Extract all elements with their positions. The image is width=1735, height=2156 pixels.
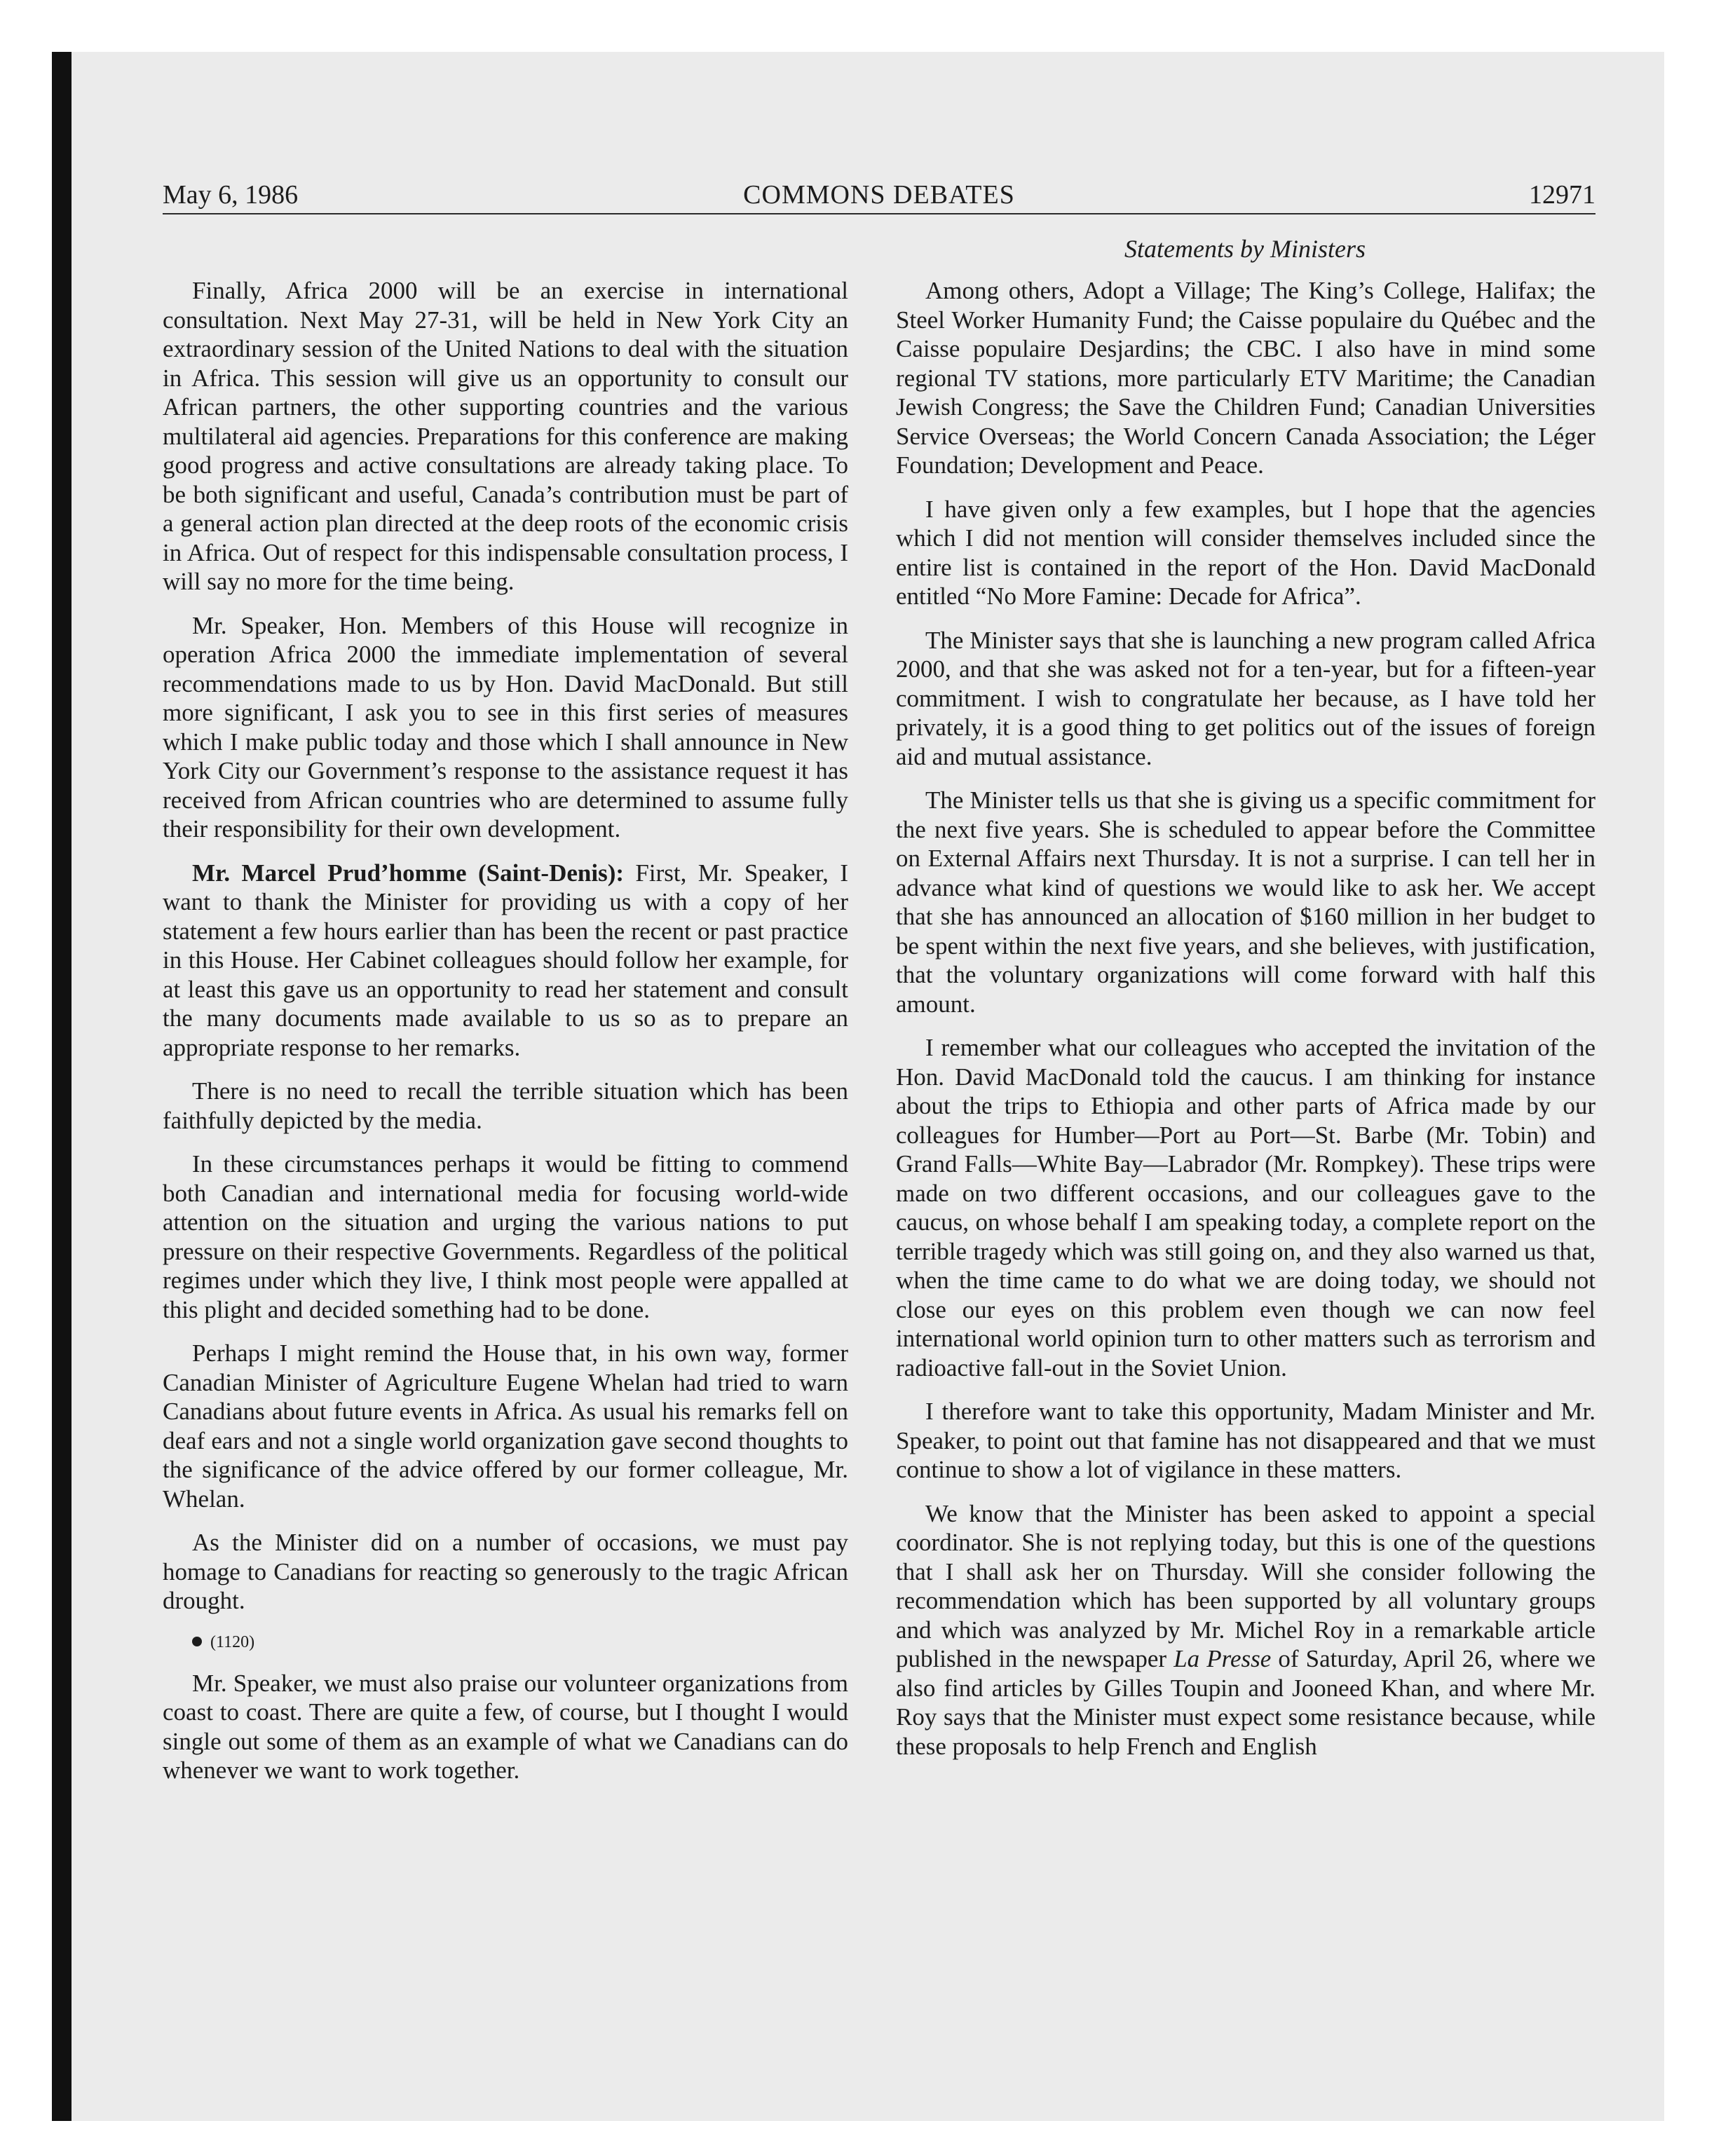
paragraph: In these circumstances perhaps it would be fitting to commend both Canadian and international media for focusing world-wide attention on the situation and urging the various nations to put pressure on their respective Governments. Regardless of the political regimes under which they live, I think most people were appalled at this plight and decided something had to be done. bbox=[163, 1150, 848, 1323]
paragraph: I therefore want to take this opportunity, Madam Minister and Mr. Speaker, to point out that famine has not disappeared and that we must continue to show a lot of vigilance in these matters. bbox=[896, 1398, 1595, 1483]
paragraph bbox=[896, 1499, 1595, 1761]
paragraph: Finally, Africa 2000 will be an exercise in international consultation. Next May 27-31, will be held in New York City an extraordinary session of the United Nations to deal with the situation in Africa. This session will give us an opportunity to consult our African partners, the other supporting countries and the various multilateral aid agencies. Preparations for this conference are making good progress and active consultations are already taking place. To be both significant and useful, Canada’s contribution must be part of a general action plan directed at the deep roots of the economic crisis in Africa. Out of respect for this indispensable consultation process, I will say no more for the time being. bbox=[163, 277, 848, 595]
time-marker bbox=[163, 1630, 848, 1654]
header-date: May 6, 1986 bbox=[163, 180, 299, 210]
paragraph: Among others, Adopt a Village; The King’s College, Halifax; the Steel Worker Humanity Fund; the Caisse populaire du Québec and the Caisse populaire Desjardins; the CBC. I also have in mind some regional TV stations, more particularly ETV Maritime; the Canadian Jewish Congress; the Save the Children Fund; Canadian Universities Service Overseas; the World Concern Canada Association; the Léger Foundation; Development and Peace. bbox=[896, 277, 1595, 479]
scan-binding-edge bbox=[52, 52, 72, 2121]
paragraph bbox=[163, 859, 848, 1063]
paragraph-text: of Saturday, April 26, where we also find articles by Gilles Toupin and Jooneed Khan, and where Mr. Roy says that the Minister must expect some resistance because, while these proposals to help French and English bbox=[896, 1645, 1595, 1760]
speech-text: First, Mr. Speaker, I want to thank the Minister for providing us with a copy of her statement a few hours earlier than has been the recent or past practice in this House. Her Cabinet colleagues should follow her example, for at least this gave us an opportunity to read her statement and consult the many documents made available to us so as to prepare an appropriate response to her remarks. bbox=[163, 859, 848, 1061]
paragraph: There is no need to recall the terrible situation which has been faithfully depicted by the media. bbox=[163, 1077, 848, 1134]
header-journal-title: COMMONS DEBATES bbox=[743, 180, 1015, 210]
paragraph: Mr. Speaker, we must also praise our volunteer organizations from coast to coast. There are quite a few, of course, but I thought I would single out some of them as an example of what we Canadians can do whenever we want to work together. bbox=[163, 1669, 848, 1784]
paragraph: I remember what our colleagues who accepted the invitation of the Hon. David MacDonald told the caucus. I am thinking for instance about the trips to Ethiopia and other parts of Africa made by our colleagues for Humber—Port au Port—St. Barbe (Mr. Tobin) and Grand Falls—White Bay—Labrador (Mr. Rompkey). These trips were made on two different occasions, and our colleagues gave to the caucus, on whose behalf I am speaking today, a complete report on the terrible tragedy which was still going on, and they also warned us that, when the time came to do what we are doing today, we should not close our eyes on this problem even though we can now feel international world opinion turn to other matters such as terrorism and radioactive fall-out in the Soviet Union. bbox=[896, 1034, 1595, 1381]
left-column bbox=[163, 276, 848, 1800]
header-page-number: 12971 bbox=[1529, 180, 1595, 210]
newspaper-title: La Presse bbox=[1173, 1645, 1272, 1672]
time-marker-text: (1120) bbox=[210, 1632, 255, 1651]
paragraph: Mr. Speaker, Hon. Members of this House will recognize in operation Africa 2000 the immediate implementation of several recommendations made to us by Hon. David MacDonald. But still more significant, I ask you to see in this first series of measures which I make public today and those which I shall announce in New York City our Government’s response to the assistance request it has received from African countries who are determined to assume fully their responsibility for their own development. bbox=[163, 611, 848, 842]
paragraph: The Minister tells us that she is giving us a specific commitment for the next five years. She is scheduled to appear before the Committee on External Affairs next Thursday. It is not a surprise. I can tell her in advance what kind of questions we would like to ask her. We accept that she has announced an allocation of $160 million in her budget to be spent within the next five years, and she believes, with justification, that the voluntary organizations will come forward with half this amount. bbox=[896, 786, 1595, 1018]
right-column bbox=[896, 276, 1595, 1775]
speaker-name: Mr. Marcel Prud’homme (Saint-Denis): bbox=[192, 859, 624, 887]
paragraph: As the Minister did on a number of occasions, we must pay homage to Canadians for reacting so generously to the tragic African drought. bbox=[163, 1529, 848, 1614]
paragraph: I have given only a few examples, but I hope that the agencies which I did not mention will consider themselves included since the entire list is contained in the report of the Hon. David MacDonald entitled “No More Famine: Decade for Africa”. bbox=[896, 495, 1595, 610]
paragraph: The Minister says that she is launching a new program called Africa 2000, and that she was asked not for a ten-year, but for a fifteen-year commitment. I wish to congratulate her because, as I have told her privately, it is a good thing to get politics out of the issues of foreign aid and mutual assistance. bbox=[896, 626, 1595, 770]
bullet-icon bbox=[192, 1637, 202, 1646]
section-title: Statements by Ministers bbox=[1124, 235, 1366, 263]
paragraph-text: We know that the Minister has been asked to appoint a special coordinator. She is not replying today, but this is one of the questions that I shall ask her on Thursday. Will she consider following the recommendation which has been supported by all voluntary groups and which was analyzed by Mr. Michel Roy in a remarkable article published in the newspaper bbox=[896, 1499, 1595, 1672]
page-header bbox=[163, 177, 1595, 214]
paragraph: Perhaps I might remind the House that, in his own way, former Canadian Minister of Agriculture Eugene Whelan had tried to warn Canadians about future events in Africa. As usual his remarks fell on deaf ears and not a single world organization gave second thoughts to the significance of the advice offered by our former colleague, Mr. Whelan. bbox=[163, 1339, 848, 1513]
